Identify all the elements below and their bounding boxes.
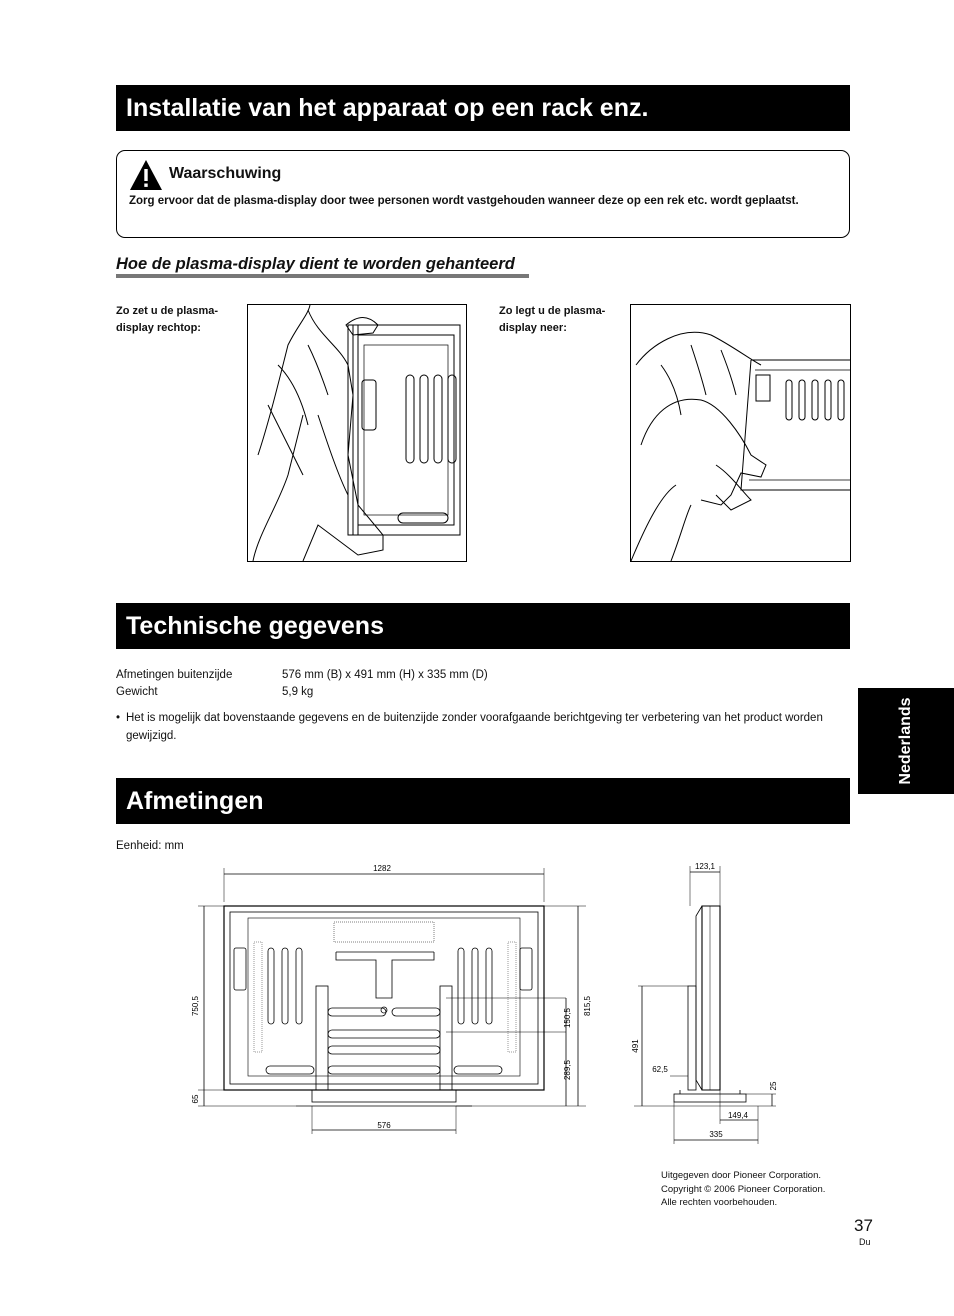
specs-section-title: Technische gegevens xyxy=(116,603,850,649)
dim-150: 150,5 xyxy=(563,1007,572,1029)
dim-side-height: 491 xyxy=(631,1039,640,1053)
spec-row xyxy=(116,684,488,701)
dim-front-width: 1282 xyxy=(373,864,391,873)
bullet: • xyxy=(116,712,121,724)
language-tab-label: Nederlands xyxy=(897,697,914,785)
dim-side-62: 62,5 xyxy=(652,1065,668,1074)
dim-289: 289,5 xyxy=(563,1059,572,1081)
front-view-drawing xyxy=(186,858,606,1138)
spec-value: 5,9 kg xyxy=(282,686,314,698)
dim-front-height: 750,5 xyxy=(191,995,200,1017)
upright-caption: Zo zet u de plasma- display rechtop: xyxy=(116,305,219,334)
dim-side-top: 123,1 xyxy=(694,862,716,871)
side-view-drawing xyxy=(630,858,790,1148)
spec-value: 576 mm (B) x 491 mm (H) x 335 mm (D) xyxy=(282,669,488,681)
handling-heading: Hoe de plasma-display dient te worden gehanteerd xyxy=(116,255,529,278)
installation-section-title: Installatie van het apparaat op een rack enz. xyxy=(116,85,850,131)
publisher-line: Uitgegeven door Pioneer Corporation. xyxy=(661,1170,822,1181)
dim-stand-gap: 65 xyxy=(191,1094,200,1104)
dim-stand-width: 576 xyxy=(377,1121,391,1130)
dim-815: 815,5 xyxy=(583,995,592,1017)
dim-side-149: 149,4 xyxy=(727,1111,749,1120)
warning-triangle-icon xyxy=(129,159,163,191)
laydown-illustration xyxy=(630,304,851,562)
warning-title: Waarschuwing xyxy=(169,165,282,182)
language-tab xyxy=(858,688,954,794)
page-number: 37 xyxy=(854,1216,873,1235)
spec-note xyxy=(116,709,846,745)
warning-text: Zorg ervoor dat de plasma-display door twee personen wordt vastgehouden wanneer deze op een rek etc. wordt geplaatst. xyxy=(129,195,799,207)
dim-side-25: 25 xyxy=(769,1081,778,1091)
publisher-info xyxy=(661,1169,825,1210)
warning-box xyxy=(116,150,850,238)
copyright-line: Copyright © 2006 Pioneer Corporation. xyxy=(661,1183,826,1195)
upright-illustration xyxy=(247,304,467,562)
spec-note-text: Het is mogelijk dat bovenstaande gegevens en de buitenzijde zonder voorafgaande berichtgeving ter verbetering van het product worden gewijzigd. xyxy=(126,712,823,742)
dimensions-section-title: Afmetingen xyxy=(116,778,850,824)
rights-line: Alle rechten voorbehouden. xyxy=(661,1197,778,1208)
spec-table xyxy=(116,667,488,701)
page-language-code: Du xyxy=(859,1237,871,1247)
spec-row xyxy=(116,667,488,684)
laydown-caption: Zo legt u de plasma- display neer: xyxy=(499,305,606,334)
unit-label: Eenheid: mm xyxy=(116,840,184,852)
spec-label: Gewicht xyxy=(116,686,158,698)
dim-side-335: 335 xyxy=(709,1130,723,1139)
spec-label: Afmetingen buitenzijde xyxy=(116,669,233,681)
